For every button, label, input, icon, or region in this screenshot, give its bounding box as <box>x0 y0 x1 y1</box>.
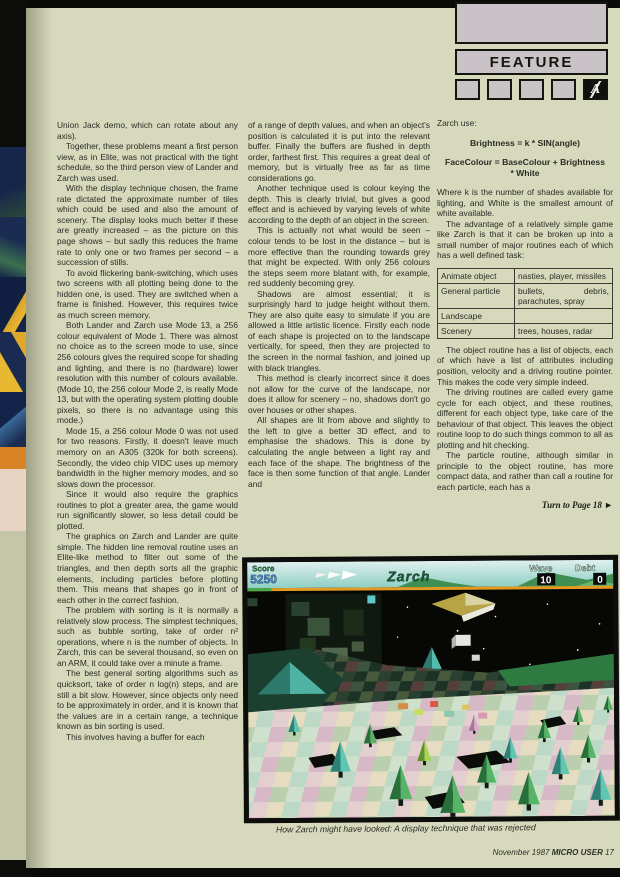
paragraph: The best general sorting algorithms such as quicksort, take of order n log(n) steps, and are still a bit slow. However, since objects only need to be approximately in order, and it is known that the values are in a certain range, a technique known as bin sorting is used. <box>57 668 238 732</box>
zarch-screenshot-art <box>247 560 615 819</box>
routine-type: Scenery <box>438 323 515 338</box>
fuel-bar <box>247 588 271 591</box>
routine-items <box>515 308 613 323</box>
debt-label: Debt <box>575 562 596 573</box>
routine-items: nasties, player, missiles <box>515 268 613 283</box>
routine-type: Landscape <box>438 308 515 323</box>
index-square <box>487 79 512 100</box>
routine-items: bullets, debris, parachutes, spray <box>515 283 613 308</box>
feature-index-squares <box>455 79 608 100</box>
wave-value: 10 <box>540 575 552 587</box>
paragraph: To avoid flickering bank-switching, which uses two screens with all plotting being done to the hidden one, is used. They are switched when a frame is finished. However, this requires twice as much screen memory. <box>57 267 238 320</box>
paragraph: Together, these problems meant a first person view, as in Elite, was not practical with the tight schedule, so the third person view of Lander and Zarch was used. <box>57 141 238 183</box>
score-label: Score <box>252 564 275 574</box>
index-square <box>455 79 480 100</box>
paragraph: This involves having a buffer for each <box>66 731 205 742</box>
arrow-right-icon: ► <box>604 499 613 510</box>
formula-facecolour: FaceColour = BaseColour + Brightness * White <box>445 157 605 178</box>
paragraph: Mode 15, a 256 colour Mode 0 was not used for two reasons. Firstly, it doesn't leave much memory on an A305 (320k for both screens). Secondly, the video chip VIDC uses up memory bandwidth in the higher memory modes, and so slows down the processor. <box>57 425 238 489</box>
game-title: Zarch <box>387 568 431 585</box>
turn-to-page-note <box>437 500 613 511</box>
paragraph: Another technique used is colour keying the depth. This is clearly trivial, but gives a good effect and is achieved by varying levels of white according to the depth of an object in the screen. <box>248 183 430 225</box>
article-column-1 <box>57 120 238 742</box>
table-row <box>438 323 613 338</box>
paragraph: Both Lander and Zarch use Mode 13, a 256 colour equivalent of Mode 1. There was almost no choice as to the screen mode to use, since 256 colours gives the required scope for shading and lighting, and there is no (hardware) lower resolution with this number of colours available. (Mode 10, the 256 colour Mode 2, is really Mode 13, but with the operating system plotting double pixels, so there is no advantage using this mode.) <box>57 320 238 426</box>
paragraph: Zarch use: <box>437 118 477 128</box>
paragraph: With the display technique chosen, the frame rate dictated the approximate number of tiles which could be used and also the amount of scenery. The display looks much better if these are greatly increased – as the picture on this page shows – but sadly this reduces the frame rate to only one or two frames per second – a succession of stills. <box>57 183 238 268</box>
index-square <box>551 79 576 100</box>
index-square <box>519 79 544 100</box>
table-row <box>438 283 613 308</box>
paragraph: The object routine has a list of objects, each of which have a list of attributes including position, velocity and a driving routine pointer. This makes the code very simple indeed. <box>437 344 613 387</box>
routines-table <box>437 268 613 339</box>
paragraph: The particle routine, although similar in principle to the object routine, has more compact data, and rather than call a routine for each particle, each has a <box>437 450 613 492</box>
archimedes-logo-icon: A <box>583 79 608 100</box>
feature-photo-box <box>455 2 608 44</box>
wave-label: Wave <box>529 563 553 574</box>
article-column-2 <box>248 120 430 489</box>
parachute-box <box>472 655 480 661</box>
paragraph: This is actually not what would be seen – colour tends to be lost in the distance – but is more effective than the rounding towards grey that might be expected. With only 256 colours the steps seem more blatant with, for example, red suddenly becoming grey. <box>248 225 430 289</box>
paragraph: The advantage of a relatively simple game like Zarch is that it can be broken up into a small number of major routines each of which has a well defined task: <box>437 218 613 261</box>
routine-type: General particle <box>438 283 515 308</box>
turn-to-label: Turn to Page 18 <box>541 499 602 510</box>
article-column-3 <box>437 118 613 510</box>
page-footer <box>493 848 614 857</box>
table-row <box>438 268 613 283</box>
footer-page-number: 17 <box>605 848 614 857</box>
photo-caption: How Zarch might have looked: A display technique that was rejected <box>275 822 536 835</box>
paragraph: The problem with sorting is it is normally a relatively slow process. The simplest techniques, such as bubble sorting, take of order n² operations, where n is the number of objects. In Zarch, this can be several thousand, so even on an ARM, it could take over a minute a frame. <box>57 605 238 668</box>
table-row <box>438 308 613 323</box>
zarch-screenshot <box>242 555 620 824</box>
routine-type: Animate object <box>438 268 515 283</box>
debt-value: 0 <box>597 574 603 586</box>
paragraph: The graphics on Zarch and Lander are quite simple. The hidden line removal routine uses an Elite-like method to filter out some of the triangles, and then depth sorts all the graphic elements, including particles before plotting them. This means that shapes go in front of each other in the correct fashion. <box>57 531 238 605</box>
paragraph: This method is clearly incorrect since it does not allow for the curve of the landscape, nor does it allow for scenery – no, shadows don't go over houses or other shapes. <box>248 373 430 415</box>
footer-magazine: MICRO USER <box>551 848 603 857</box>
paragraph: of a range of depth values, and when an object's position is calculated it is put into the relevant buffer. Finally the buffers are flushed in depth order, farthest first. This requires a great deal of memory, but is virtually free as far as time considerations go. <box>248 120 430 183</box>
paragraph: Shadows are almost essential; it is surprisingly hard to judge height without them. They are also quite easy to simulate if you are allowed a little artistic licence. Firstly each node of each shape is projected on to the landscape vertically, for speed, then they are projected to the screen in the normal fashion, and joined up with black triangles. <box>248 288 430 373</box>
feature-header <box>455 2 608 100</box>
paragraph: Since it would also require the graphics routines to plot a greater area, the game would run significantly slower, so less detail could be plotted. <box>57 489 238 531</box>
page-surface <box>26 8 620 868</box>
paragraph: All shapes are lit from above and slightly to the left to give a better 3D effect, and to emphasise the shadows. This is done by calculating the angle between a light ray and each face of the shape. The brightness of the face is then some function of that angle. Lander and <box>248 415 430 489</box>
score-value: 5250 <box>250 572 277 587</box>
formula-brightness: Brightness = k * SIN(angle) <box>469 137 581 148</box>
paragraph: Union Jack demo, which can rotate about any axis). <box>57 120 238 141</box>
paragraph: The driving routines are called every game cycle for each object, and these routines, different for each object type, take care of the behaviour of that object. This leaves the object routine loop to do such things common to all as plotting and hit checking. <box>437 387 613 450</box>
paragraph: Where k is the number of shades available for lighting, and White is the smallest amount of white available. <box>437 187 613 219</box>
footer-issue: November 1987 <box>492 848 550 857</box>
routine-items: trees, houses, radar <box>515 323 613 338</box>
feature-banner: FEATURE <box>455 49 608 75</box>
